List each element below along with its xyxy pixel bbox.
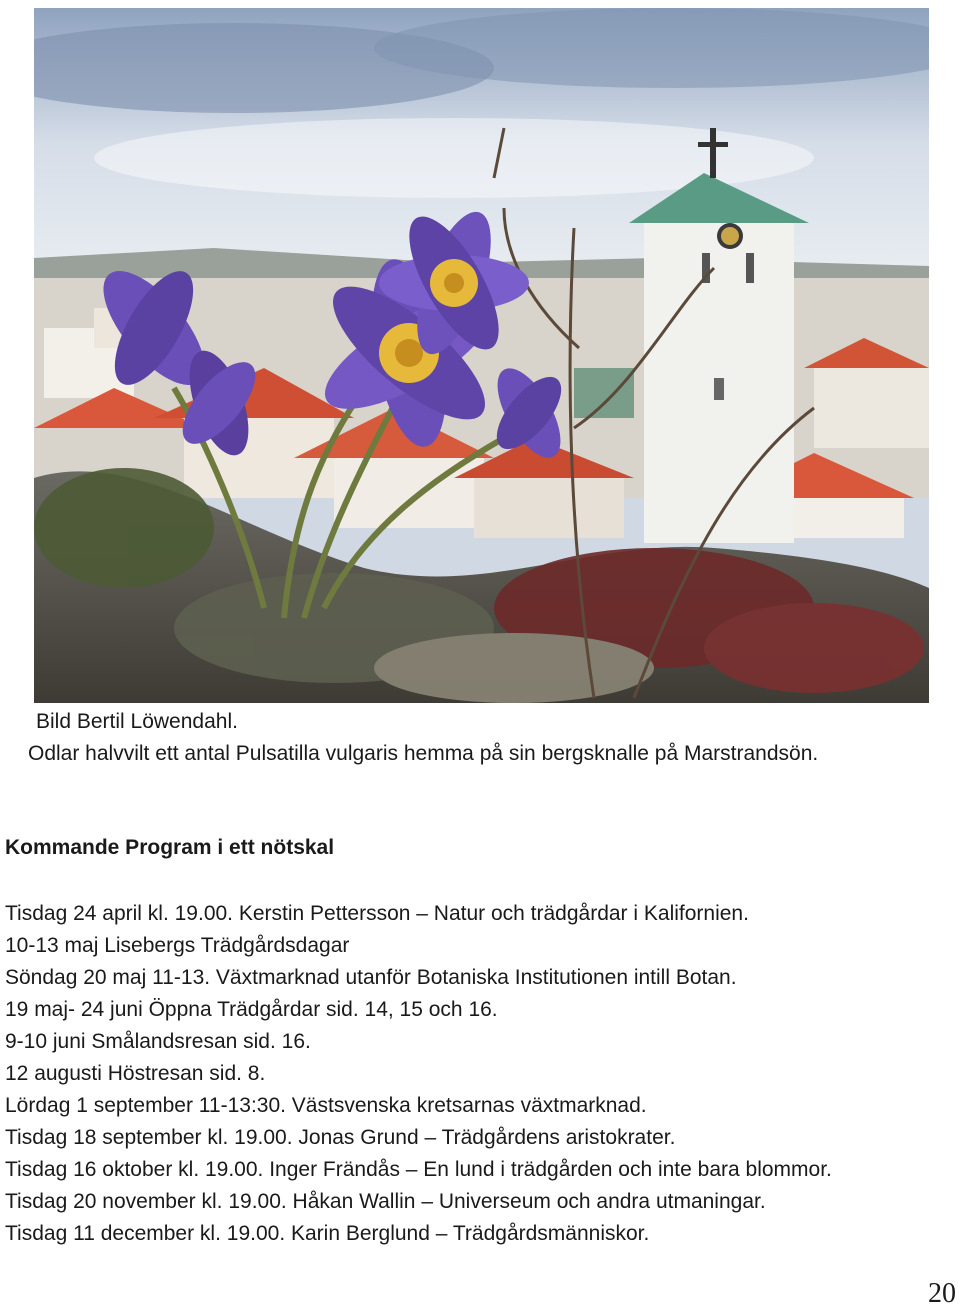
photo-illustration bbox=[34, 8, 929, 703]
program-item: 12 augusti Höstresan sid. 8. bbox=[5, 1062, 266, 1085]
program-item: Söndag 20 maj 11-13. Växtmarknad utanför Botaniska Institutionen intill Botan. bbox=[5, 966, 737, 989]
page-number: 20 bbox=[928, 1278, 956, 1309]
program-item: 9-10 juni Smålandsresan sid. 16. bbox=[5, 1030, 311, 1053]
program-item: Tisdag 16 oktober kl. 19.00. Inger Frändås – En lund i trädgården och inte bara blommor. bbox=[5, 1158, 832, 1181]
program-item: 10-13 maj Lisebergs Trädgårdsdagar bbox=[5, 934, 350, 957]
program-item: Tisdag 11 december kl. 19.00. Karin Berglund – Trädgårdsmänniskor. bbox=[5, 1222, 650, 1245]
program-item: Tisdag 24 april kl. 19.00. Kerstin Pettersson – Natur och trädgårdar i Kalifornien. bbox=[5, 902, 749, 925]
program-item: Tisdag 18 september kl. 19.00. Jonas Grund – Trädgårdens aristokrater. bbox=[5, 1126, 676, 1149]
program-heading: Kommande Program i ett nötskal bbox=[5, 836, 335, 859]
flower-photo bbox=[34, 8, 929, 703]
photo-caption: Odlar halvvilt ett antal Pulsatilla vulgaris hemma på sin bergsknalle på Marstrandsön. bbox=[28, 742, 819, 765]
photo-credit: Bild Bertil Löwendahl. bbox=[36, 710, 238, 733]
program-item: Tisdag 20 november kl. 19.00. Håkan Wallin – Universeum och andra utmaningar. bbox=[5, 1190, 766, 1213]
program-item: 19 maj- 24 juni Öppna Trädgårdar sid. 14, 15 och 16. bbox=[5, 998, 498, 1021]
program-item: Lördag 1 september 11-13:30. Västsvenska kretsarnas växtmarknad. bbox=[5, 1094, 647, 1117]
program-list bbox=[5, 898, 832, 1250]
